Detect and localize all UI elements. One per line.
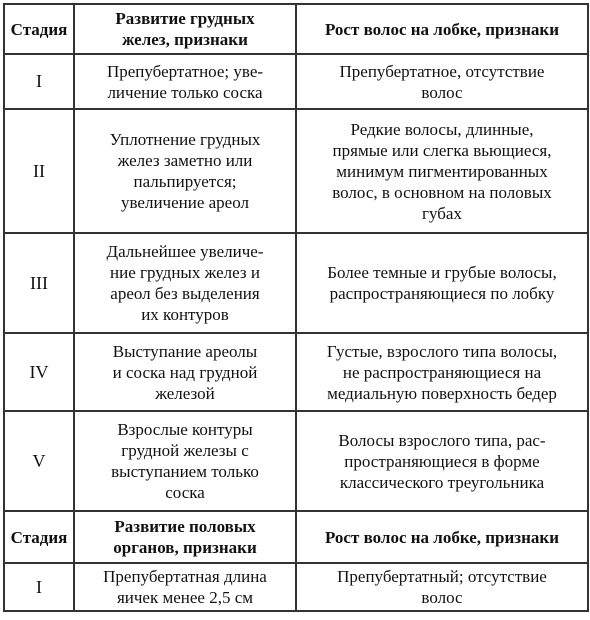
table-row <box>4 411 588 511</box>
breast-cell: Препубертатное; уве- личение только соска <box>74 54 296 109</box>
stage-cell: V <box>4 411 74 511</box>
header-genital-development: Развитие половых органов, признаки <box>74 511 296 563</box>
breast-cell: Уплотнение грудных желез заметно или пальпируется; увеличение ареол <box>74 109 296 233</box>
header-stage: Стадия <box>4 511 74 563</box>
table-row <box>4 563 588 611</box>
hair-cell: Волосы взрослого типа, рас- пространяющиеся в форме классического треугольника <box>296 411 588 511</box>
breast-cell: Дальнейшее увеличе- ние грудных желез и ареол без выделения их контуров <box>74 233 296 333</box>
table-row <box>4 333 588 411</box>
stage-cell: I <box>4 563 74 611</box>
breast-cell: Взрослые контуры грудной железы с выступанием только соска <box>74 411 296 511</box>
header-pubic-hair: Рост волос на лобке, признаки <box>296 511 588 563</box>
genital-cell: Препубертатная длина яичек менее 2,5 см <box>74 563 296 611</box>
hair-cell: Редкие волосы, длинные, прямые или слегка вьющиеся, минимум пигментированных волос, в основном на половых губах <box>296 109 588 233</box>
hair-cell: Густые, взрослого типа волосы, не распространяющиеся на медиальную поверхность бедер <box>296 333 588 411</box>
table-row <box>4 54 588 109</box>
header-pubic-hair: Рост волос на лобке, признаки <box>296 4 588 54</box>
header-stage: Стадия <box>4 4 74 54</box>
header-breast-development: Развитие грудных желез, признаки <box>74 4 296 54</box>
header-row <box>4 4 588 54</box>
header-row <box>4 511 588 563</box>
breast-cell: Выступание ареолы и соска над грудной железой <box>74 333 296 411</box>
hair-cell: Более темные и грубые волосы, распространяющиеся по лобку <box>296 233 588 333</box>
stage-cell: III <box>4 233 74 333</box>
hair-cell: Препубертатное, отсутствие волос <box>296 54 588 109</box>
table-row <box>4 109 588 233</box>
table-row <box>4 233 588 333</box>
stages-table <box>3 3 589 612</box>
hair-cell: Препубертатный; отсутствие волос <box>296 563 588 611</box>
stage-cell: IV <box>4 333 74 411</box>
stage-cell: II <box>4 109 74 233</box>
stage-cell: I <box>4 54 74 109</box>
